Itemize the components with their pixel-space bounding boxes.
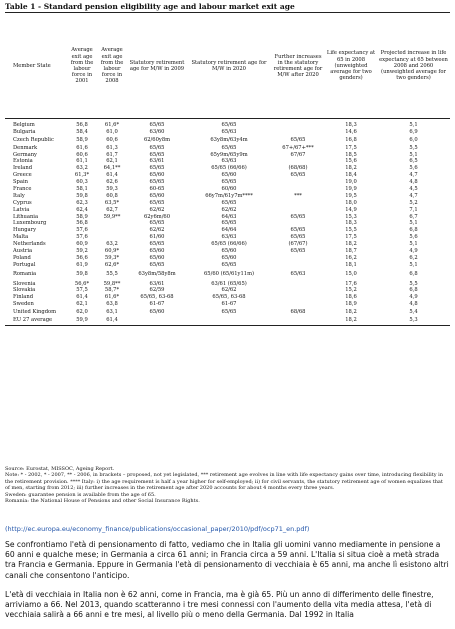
column-header: Further increases in the statutory retirement age for M/W after 2020 [271, 14, 325, 119]
table-cell: 18,0 [345, 199, 357, 206]
table-cell: 15,6 [345, 158, 357, 165]
country-cell: Portugal [13, 261, 36, 268]
table-cell [271, 158, 325, 165]
table-cell: 61,4 [76, 294, 88, 301]
table-cell: 5,6 [409, 234, 418, 241]
table-cell: 5,1 [409, 241, 418, 248]
table-row [5, 151, 450, 158]
table-notes [5, 466, 445, 504]
country-cell: Hungary [13, 227, 37, 234]
table-row [5, 199, 450, 206]
table-cell: 62,6* [104, 261, 120, 268]
country-cell: Finland [13, 294, 34, 301]
table-cell: 6,2 [409, 254, 418, 261]
table-row [5, 165, 450, 172]
table-cell: 65/60 [149, 172, 165, 179]
pension-table [5, 14, 450, 326]
table-cell: 65/65 (66/66) [211, 165, 247, 172]
table-cell: 61,6* [104, 294, 120, 301]
table-cell: 65/65 [149, 122, 165, 129]
table-cell: 18,2 [345, 308, 357, 315]
table-cell [271, 287, 325, 294]
table-cell: 15,2 [345, 287, 357, 294]
table-row [5, 193, 450, 200]
table-row [5, 261, 450, 268]
table-cell: 5,1 [409, 122, 418, 129]
table-cell: 65/65 [290, 227, 306, 234]
table-cell: 65/65 [221, 179, 237, 186]
table-row [5, 316, 450, 325]
table-cell: 19,9 [345, 185, 357, 192]
table-cell: 61,7 [106, 151, 118, 158]
table-cell: 62y6m/60 [143, 213, 171, 220]
table-cell: 59,2 [76, 247, 88, 254]
table-cell: 65/65 [290, 213, 306, 220]
table-cell [271, 119, 325, 129]
table-row [5, 119, 450, 129]
table-row [5, 186, 450, 193]
table-cell: 7,1 [409, 206, 418, 213]
table-cell: 61,0 [106, 129, 118, 136]
table-cell: 18,7 [345, 247, 357, 254]
column-header: Statutory retirement age for M/W in 2009 [127, 14, 187, 119]
table-cell: 65/65 [290, 234, 306, 241]
table-cell: 63/63 [221, 158, 237, 165]
table-cell: 65/65 [149, 241, 165, 248]
table-cell: 60/60 [221, 185, 237, 192]
table-cell: 4,7 [409, 172, 418, 179]
table-cell: 62,1 [76, 301, 88, 308]
table-cell: 18,6 [345, 294, 357, 301]
table-cell: 65y9m/65y9m [210, 151, 248, 158]
table-cell: 65/60 [221, 254, 237, 261]
table-cell: 61,4 [106, 172, 118, 179]
table-cell: 65/65 [149, 144, 165, 151]
table-cell: 63,2 [106, 241, 118, 248]
table-cell: 58,9 [76, 136, 88, 143]
table-cell: 62,6 [106, 179, 118, 186]
table-cell: 14,6 [345, 129, 357, 136]
table-cell: 15,5 [345, 227, 357, 234]
table-cell: 66y7m/61y7m**** [205, 192, 253, 199]
country-cell: Austria [13, 247, 33, 254]
table-cell: 4,9 [409, 294, 418, 301]
table-cell: 18,2 [345, 165, 357, 172]
table-cell [127, 316, 187, 325]
table-cell: 60,3 [76, 179, 88, 186]
table-cell: 59,3 [106, 185, 118, 192]
table-cell: 5,6 [409, 165, 418, 172]
table-cell: 65/65, 63-68 [212, 294, 246, 301]
table-cell: 18,4 [345, 172, 357, 179]
country-cell: Slovenia [13, 280, 36, 287]
table-cell: 65/65 [290, 247, 306, 254]
table-cell [271, 316, 325, 325]
country-cell: Czech Republic [13, 136, 54, 143]
table-cell: 65/60 [149, 308, 165, 315]
table-cell: 56,6* [74, 280, 90, 287]
table-cell: 19,0 [345, 179, 357, 186]
table-row [5, 248, 450, 255]
table-cell: 6,5 [409, 158, 418, 165]
table-cell: 58,7* [104, 287, 120, 294]
table-cell: 4,8 [409, 179, 418, 186]
table-cell: 19,5 [345, 192, 357, 199]
table-row [5, 294, 450, 301]
table-row [5, 144, 450, 151]
table-row [5, 241, 450, 248]
table-cell: 61,4 [97, 316, 127, 325]
table-cell: 16,2 [345, 254, 357, 261]
country-cell: Belgium [13, 122, 35, 129]
country-cell: Bulgaria [13, 129, 36, 136]
table-cell: 65/60 [221, 247, 237, 254]
country-cell: EU 27 average [5, 316, 67, 325]
country-cell: Luxembourg [13, 220, 47, 227]
column-header: Average exit age from the labour force in 2001 [67, 14, 97, 119]
table-cell [271, 186, 325, 193]
country-cell: Ireland [13, 165, 33, 172]
table-cell: 65/65 [149, 179, 165, 186]
table-row [5, 136, 450, 145]
table-cell: 60,6 [106, 136, 118, 143]
table-row [5, 308, 450, 317]
table-row [5, 129, 450, 136]
table-cell: 65/65 [149, 261, 165, 268]
table-cell: 61,9 [76, 261, 88, 268]
sweden-note: Sweden: guarantee pension is available from the age of 65. [5, 491, 156, 498]
table-cell: 14,9 [345, 206, 357, 213]
table-cell: 18,2 [325, 316, 377, 325]
table-cell: 4,9 [409, 247, 418, 254]
table-cell: 57,6 [76, 234, 88, 241]
table-cell [271, 199, 325, 206]
table-cell: 59,9** [103, 213, 121, 220]
table-cell: 65/65 [221, 199, 237, 206]
paragraph: Se confrontiamo l'età di pensionamento di fatto, vediamo che in Italia gli uomini vanno mediamente in pensione a 60 anni e qualche mese; in Germania a circa 61 anni; in Francia circa a 59 anni. L'Italia si situa cioè a metà strada tra Francia e Germania. Eppure in Germania l'età di pensionamento di vecchiaia è 65 anni, ma anche lì esistono altri canali che consentono l'anticipo. [5, 540, 449, 580]
table-cell: 61,3* [74, 172, 90, 179]
table-cell: 65/60 [149, 192, 165, 199]
table-cell: 62/62 [149, 206, 165, 213]
table-cell: 65/65 [221, 261, 237, 268]
table-cell: 15,0 [345, 271, 357, 278]
table-cell: 6,7 [409, 213, 418, 220]
table-cell: 64/63 [221, 213, 237, 220]
country-cell: Cyprus [13, 199, 32, 206]
table-cell: 4,5 [409, 185, 418, 192]
table-row [5, 220, 450, 227]
column-header: Life expectancy at 65 in 2008 (unweighted average for two genders) [325, 14, 377, 119]
table-cell [271, 261, 325, 268]
column-header: Average exit age from the labour force in 2008 [97, 14, 127, 119]
table-cell [271, 294, 325, 301]
country-cell: France [13, 185, 32, 192]
table-cell: 62/62 [221, 287, 237, 294]
country-cell: Poland [13, 254, 31, 261]
table-cell [271, 206, 325, 213]
country-cell: Sweden [13, 301, 34, 308]
table-cell: 63,8 [106, 301, 118, 308]
table-cell: 17,5 [345, 234, 357, 241]
table-cell: 67/67 [290, 151, 306, 158]
table-cell: 58,1 [76, 185, 88, 192]
table-cell: 65/65, 63-68 [140, 294, 174, 301]
table-row [5, 206, 450, 213]
table-cell: (67/67) [288, 241, 308, 248]
table-cell: 4,8 [409, 301, 418, 308]
table-cell: 18,3 [345, 122, 357, 129]
table-cell: 65/65 [149, 199, 165, 206]
country-cell: Slovakia [13, 287, 36, 294]
table-cell: 5,1 [409, 220, 418, 227]
country-cell: Denmark [13, 144, 38, 151]
table-row [5, 179, 450, 186]
table-cell: 65/63 [290, 271, 306, 278]
source-link[interactable]: (http://ec.europa.eu/economy_finance/publications/occasional_paper/2010/pdf/ocp71_en.pdf) [5, 525, 310, 533]
table-cell: 56,8 [76, 220, 88, 227]
table-cell: 4,7 [409, 192, 418, 199]
country-cell: Estonia [13, 158, 33, 165]
table-cell: 5,5 [409, 280, 418, 287]
table-cell: 5,3 [377, 316, 450, 325]
table-cell: 65/65 [221, 144, 237, 151]
country-cell: Malta [13, 234, 29, 241]
table-cell: 63/61 [149, 158, 165, 165]
table-cell: (68/68) [288, 165, 308, 172]
table-cell: 65/65 [290, 136, 306, 143]
country-cell: Romania [13, 271, 37, 278]
table-cell: 58,4 [76, 129, 88, 136]
table-cell: 63/61 (65/65) [211, 280, 247, 287]
table-cell: 18,5 [345, 151, 357, 158]
table-cell: 60,9 [76, 241, 88, 248]
table-cell: 56,6 [76, 254, 88, 261]
table-cell: 55,5 [106, 271, 118, 278]
table-cell: 60,6 [76, 151, 88, 158]
table-row [5, 172, 450, 179]
table-title: Table 1 - Standard pension eligibility age and labour market exit age [5, 2, 450, 13]
country-cell: Netherlands [13, 241, 46, 248]
table-cell: 5,1 [409, 151, 418, 158]
footnote: Note: * - 2002, * - 2007, ** - 2006, in brackets – proposed, not yet legislated, *** retirement age evolves in line with life expectancy gains over time, introducing flexibility in the retirement provision. **** Italy: i) the age requirement is half a year higher for self-employed; ii) for civil servants, the statutory retirement age of women equalizes that of men, starting from 2012; iii) further increases in the retirement age after 2020 accounts for about 4 months every three years. [5, 472, 443, 492]
table-cell: 60-65 [149, 185, 165, 192]
table-cell [271, 301, 325, 308]
table-row [5, 158, 450, 165]
table-cell: 63y8m/58y8m [138, 271, 176, 278]
table-row [5, 255, 450, 262]
table-cell: 65/65 [149, 151, 165, 158]
country-cell: Spain [13, 179, 28, 186]
table-body [5, 119, 450, 326]
table-cell: 63/60 [149, 129, 165, 136]
column-header: Projected increase in life expectancy at 65 between 2008 and 2060 (unweighted average for two genders) [377, 14, 450, 119]
table-cell: 18,1 [345, 261, 357, 268]
table-cell: 68/68 [290, 308, 306, 315]
table-cell: 16,8 [345, 136, 357, 143]
table-cell: 6,8 [409, 227, 418, 234]
table-cell: 62/59 [149, 287, 165, 294]
table-row [5, 287, 450, 294]
column-header: Statutory retirement age for M/W in 2020 [187, 14, 271, 119]
table-cell: 56,8 [76, 122, 88, 129]
column-header: Member State [5, 14, 67, 119]
table-cell: 61-67 [149, 301, 165, 308]
table-cell: 59,8** [103, 280, 121, 287]
table-cell: 59,9 [67, 316, 97, 325]
table-cell: 63,1 [106, 308, 118, 315]
table-cell: 5,5 [409, 144, 418, 151]
table-cell: 5,2 [409, 199, 418, 206]
table-cell: 62,1 [106, 158, 118, 165]
table-cell: 17,6 [345, 280, 357, 287]
country-cell: Latvia [13, 206, 30, 213]
table-cell: 61,6 [76, 144, 88, 151]
table-row [5, 271, 450, 278]
table-cell: 65/63 [221, 129, 237, 136]
table-cell: 62,0 [76, 308, 88, 315]
table-cell: 63,2 [76, 165, 88, 172]
table-cell [271, 255, 325, 262]
table-cell: 65/65 [149, 165, 165, 172]
table-cell: 67+/67+*** [282, 144, 314, 151]
table-cell: 5,4 [409, 308, 418, 315]
table-cell: *** [294, 192, 302, 199]
table-row [5, 280, 450, 287]
table-cell: 65/60 (65/61y11m) [203, 271, 255, 278]
table-cell [97, 227, 127, 234]
table-cell: 61/60 [149, 234, 165, 241]
table-row [5, 234, 450, 241]
article-body [5, 540, 449, 629]
table-cell: 65/65 [221, 308, 237, 315]
table-cell: 65/60 [149, 254, 165, 261]
table-row [5, 301, 450, 308]
table-cell: 18,2 [345, 241, 357, 248]
table-cell: 59,3* [104, 254, 120, 261]
table-cell: 65/65 [290, 172, 306, 179]
table-cell: 61,6* [104, 122, 120, 129]
table-cell: 63/63 [221, 234, 237, 241]
table-cell: 6,0 [409, 136, 418, 143]
table-cell [187, 316, 271, 325]
table-cell: 65/65 (66/66) [211, 241, 247, 248]
table-cell: 65/65 [149, 220, 165, 227]
table-cell: 65/65 [221, 220, 237, 227]
table-cell: 18,3 [345, 220, 357, 227]
table-cell: 61,3 [106, 144, 118, 151]
table-cell: 6,8 [409, 271, 418, 278]
paragraph: L'età di vecchiaia in Italia non è 62 anni, come in Francia, ma è già 65. Più un anno di differimento delle finestre, arriviamo a 66. Nel 2013, quando scatteranno i tre mesi connessi con l'aumento della vita media attesa, l'età di vecchiaia salirà a 66 anni e tre mesi, al livello più o meno della Germania. Dal 1992 in Italia [5, 589, 434, 620]
table-cell: 63,5* [104, 199, 120, 206]
table-cell: 63y8m/63y4m [210, 136, 248, 143]
table-cell: 57,6 [76, 227, 88, 234]
table-cell: 57,5 [76, 287, 88, 294]
table-cell: 65/60 [221, 172, 237, 179]
table-cell: 62/62 [221, 206, 237, 213]
table-cell: 62,4 [76, 206, 88, 213]
table-cell: 62,3 [76, 199, 88, 206]
table-cell: 59,8 [76, 271, 88, 278]
table-cell: 62,7 [106, 206, 118, 213]
table-cell: 60,8 [106, 192, 118, 199]
table-cell: 62/60y8m [143, 136, 171, 143]
table-cell: 17,5 [345, 144, 357, 151]
table-cell: 61-67 [221, 301, 237, 308]
table-cell: 63/61 [149, 280, 165, 287]
country-cell: Germany [13, 151, 37, 158]
table-cell: 18,9 [345, 301, 357, 308]
table-cell [271, 179, 325, 186]
table-cell: 65/60 [149, 247, 165, 254]
romania-note: Romania: the National House of Pensions and other Social Insurance Rights. [5, 498, 200, 505]
table-cell [271, 280, 325, 287]
table-cell: 61,1 [76, 158, 88, 165]
table-cell: 58,9 [76, 213, 88, 220]
country-cell: Lithuania [13, 213, 39, 220]
country-cell: Italy [13, 192, 25, 199]
table-header-row [5, 14, 450, 119]
table-cell: 6,9 [409, 129, 418, 136]
table-cell [97, 220, 127, 227]
table-row [5, 227, 450, 234]
table-cell: 64,1** [103, 165, 121, 172]
source-note: Source: Eurostat, MISSOC, Ageing Report. [5, 466, 115, 472]
table-cell [97, 234, 127, 241]
table-cell: 64/64 [221, 227, 237, 234]
table-cell: 15,3 [345, 213, 357, 220]
country-cell: United Kingdom [13, 308, 57, 315]
table-cell: 59,8 [76, 192, 88, 199]
table-cell [271, 129, 325, 136]
table-cell: 5,1 [409, 261, 418, 268]
country-cell: Greece [13, 172, 32, 179]
table-cell: 60,9* [104, 247, 120, 254]
table-cell: 6,8 [409, 287, 418, 294]
table-cell: 65/65 [221, 122, 237, 129]
table-cell: 62/62 [149, 227, 165, 234]
table-row [5, 213, 450, 220]
table-cell [271, 220, 325, 227]
